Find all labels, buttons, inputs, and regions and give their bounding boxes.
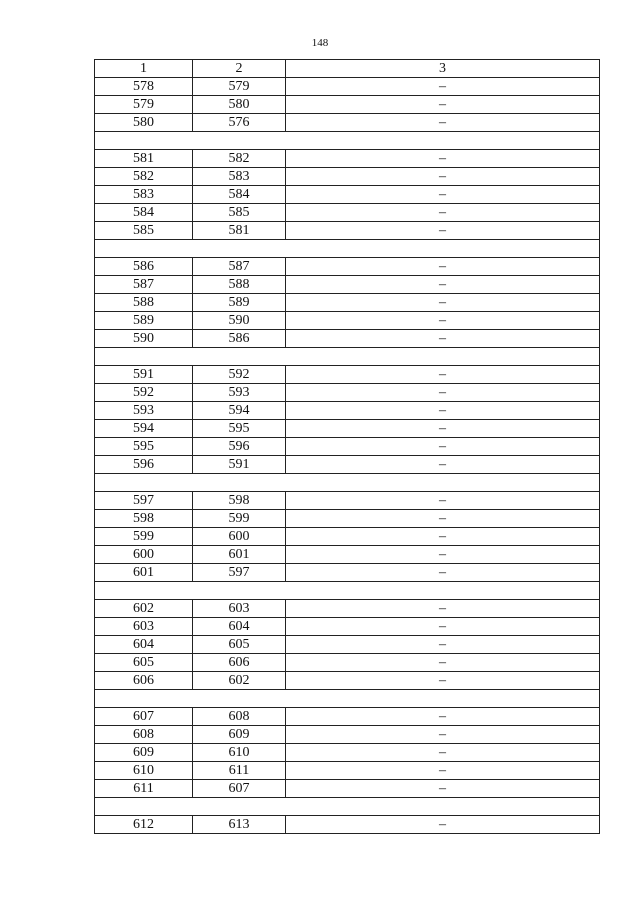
table-cell-col-2: 583 (193, 168, 286, 186)
table-cell-col-3: – (286, 744, 600, 762)
table-cell-col-3: – (286, 456, 600, 474)
data-table (94, 59, 600, 834)
table-cell-col-3: – (286, 528, 600, 546)
table-row (95, 420, 600, 438)
table-cell-col-1: 594 (95, 420, 193, 438)
separator-cell (95, 582, 600, 600)
table-cell-col-2: 610 (193, 744, 286, 762)
separator-cell (95, 690, 600, 708)
table-cell-col-2: 599 (193, 510, 286, 528)
table-cell-col-3: – (286, 492, 600, 510)
table-row (95, 366, 600, 384)
group-separator-row (95, 240, 600, 258)
header-cell-2: 2 (193, 60, 286, 78)
table-cell-col-3: – (286, 168, 600, 186)
separator-cell (95, 348, 600, 366)
table-cell-col-3: – (286, 276, 600, 294)
table-cell-col-3: – (286, 294, 600, 312)
table-cell-col-3: – (286, 618, 600, 636)
table-row (95, 330, 600, 348)
table-cell-col-1: 606 (95, 672, 193, 690)
group-separator-row (95, 474, 600, 492)
table-cell-col-2: 597 (193, 564, 286, 582)
table-cell-col-2: 591 (193, 456, 286, 474)
table-cell-col-1: 583 (95, 186, 193, 204)
table-cell-col-1: 579 (95, 96, 193, 114)
table-cell-col-2: 581 (193, 222, 286, 240)
table-cell-col-1: 603 (95, 618, 193, 636)
table-cell-col-2: 585 (193, 204, 286, 222)
table-cell-col-1: 587 (95, 276, 193, 294)
table-cell-col-1: 610 (95, 762, 193, 780)
table-cell-col-2: 588 (193, 276, 286, 294)
table-cell-col-1: 592 (95, 384, 193, 402)
table-cell-col-1: 600 (95, 546, 193, 564)
table-cell-col-1: 598 (95, 510, 193, 528)
table-cell-col-2: 603 (193, 600, 286, 618)
header-row (95, 60, 600, 78)
table-row (95, 618, 600, 636)
table-row (95, 564, 600, 582)
table-cell-col-2: 586 (193, 330, 286, 348)
table-cell-col-3: – (286, 96, 600, 114)
table-cell-col-1: 586 (95, 258, 193, 276)
header-cell-3: 3 (286, 60, 600, 78)
group-separator-row (95, 582, 600, 600)
table-cell-col-1: 602 (95, 600, 193, 618)
table-row (95, 510, 600, 528)
table-body (95, 78, 600, 834)
table-cell-col-2: 580 (193, 96, 286, 114)
table-row (95, 114, 600, 132)
table-row (95, 276, 600, 294)
table-cell-col-1: 609 (95, 744, 193, 762)
table-cell-col-3: – (286, 546, 600, 564)
table-row (95, 456, 600, 474)
table-cell-col-1: 589 (95, 312, 193, 330)
table-cell-col-2: 595 (193, 420, 286, 438)
table-cell-col-1: 578 (95, 78, 193, 96)
table-cell-col-3: – (286, 384, 600, 402)
table-cell-col-3: – (286, 726, 600, 744)
table-cell-col-1: 608 (95, 726, 193, 744)
table-cell-col-3: – (286, 636, 600, 654)
table-cell-col-3: – (286, 708, 600, 726)
table-cell-col-1: 582 (95, 168, 193, 186)
table-cell-col-3: – (286, 330, 600, 348)
table-row (95, 744, 600, 762)
table-cell-col-2: 590 (193, 312, 286, 330)
table-cell-col-2: 598 (193, 492, 286, 510)
table-cell-col-3: – (286, 258, 600, 276)
table-cell-col-2: 608 (193, 708, 286, 726)
table-cell-col-3: – (286, 600, 600, 618)
table-row (95, 150, 600, 168)
table-cell-col-3: – (286, 438, 600, 456)
table-cell-col-3: – (286, 312, 600, 330)
group-separator-row (95, 690, 600, 708)
table-row (95, 78, 600, 96)
table-cell-col-3: – (286, 762, 600, 780)
table-row (95, 816, 600, 834)
table-cell-col-2: 606 (193, 654, 286, 672)
table-row (95, 654, 600, 672)
table-cell-col-2: 576 (193, 114, 286, 132)
table-cell-col-3: – (286, 510, 600, 528)
table-cell-col-1: 595 (95, 438, 193, 456)
table-cell-col-3: – (286, 402, 600, 420)
table-cell-col-2: 596 (193, 438, 286, 456)
separator-cell (95, 240, 600, 258)
table-cell-col-1: 585 (95, 222, 193, 240)
table-cell-col-2: 582 (193, 150, 286, 168)
table-row (95, 726, 600, 744)
table-cell-col-1: 607 (95, 708, 193, 726)
table-cell-col-3: – (286, 150, 600, 168)
group-separator-row (95, 798, 600, 816)
table-row (95, 708, 600, 726)
table-cell-col-2: 592 (193, 366, 286, 384)
table-cell-col-3: – (286, 222, 600, 240)
table-cell-col-2: 587 (193, 258, 286, 276)
table-cell-col-2: 579 (193, 78, 286, 96)
table-row (95, 168, 600, 186)
table-cell-col-3: – (286, 204, 600, 222)
table-cell-col-1: 605 (95, 654, 193, 672)
table-cell-col-3: – (286, 672, 600, 690)
table-cell-col-3: – (286, 654, 600, 672)
table-row (95, 186, 600, 204)
table-cell-col-3: – (286, 780, 600, 798)
table-cell-col-2: 589 (193, 294, 286, 312)
table-row (95, 384, 600, 402)
table-cell-col-2: 605 (193, 636, 286, 654)
table-row (95, 258, 600, 276)
table-cell-col-1: 590 (95, 330, 193, 348)
table-cell-col-1: 584 (95, 204, 193, 222)
table-cell-col-2: 602 (193, 672, 286, 690)
table-row (95, 294, 600, 312)
table-cell-col-2: 601 (193, 546, 286, 564)
table-cell-col-2: 584 (193, 186, 286, 204)
table-cell-col-1: 593 (95, 402, 193, 420)
table-row (95, 312, 600, 330)
table-cell-col-3: – (286, 420, 600, 438)
table-row (95, 546, 600, 564)
table-cell-col-3: – (286, 816, 600, 834)
table-cell-col-1: 591 (95, 366, 193, 384)
group-separator-row (95, 348, 600, 366)
table-cell-col-1: 599 (95, 528, 193, 546)
table-row (95, 204, 600, 222)
table-cell-col-1: 612 (95, 816, 193, 834)
table-row (95, 438, 600, 456)
table-row (95, 222, 600, 240)
table-row (95, 600, 600, 618)
table-cell-col-2: 594 (193, 402, 286, 420)
table-cell-col-1: 588 (95, 294, 193, 312)
table-cell-col-1: 601 (95, 564, 193, 582)
table-cell-col-3: – (286, 186, 600, 204)
separator-cell (95, 798, 600, 816)
table-cell-col-3: – (286, 78, 600, 96)
table-row (95, 528, 600, 546)
table-cell-col-3: – (286, 564, 600, 582)
table-cell-col-2: 607 (193, 780, 286, 798)
table-cell-col-2: 604 (193, 618, 286, 636)
table-cell-col-1: 597 (95, 492, 193, 510)
table-row (95, 96, 600, 114)
table-cell-col-1: 611 (95, 780, 193, 798)
page-number: 148 (311, 37, 329, 49)
table-cell-col-2: 593 (193, 384, 286, 402)
separator-cell (95, 474, 600, 492)
table-cell-col-3: – (286, 114, 600, 132)
table-row (95, 402, 600, 420)
table-cell-col-1: 604 (95, 636, 193, 654)
table-cell-col-2: 600 (193, 528, 286, 546)
group-separator-row (95, 132, 600, 150)
table-row (95, 762, 600, 780)
table-cell-col-1: 581 (95, 150, 193, 168)
header-cell-1: 1 (95, 60, 193, 78)
table-row (95, 492, 600, 510)
table-cell-col-3: – (286, 366, 600, 384)
table-row (95, 780, 600, 798)
table-cell-col-1: 580 (95, 114, 193, 132)
table-cell-col-1: 596 (95, 456, 193, 474)
table-cell-col-2: 613 (193, 816, 286, 834)
table-header (95, 60, 600, 78)
table-row (95, 636, 600, 654)
table-cell-col-2: 611 (193, 762, 286, 780)
separator-cell (95, 132, 600, 150)
table-cell-col-2: 609 (193, 726, 286, 744)
table-row (95, 672, 600, 690)
